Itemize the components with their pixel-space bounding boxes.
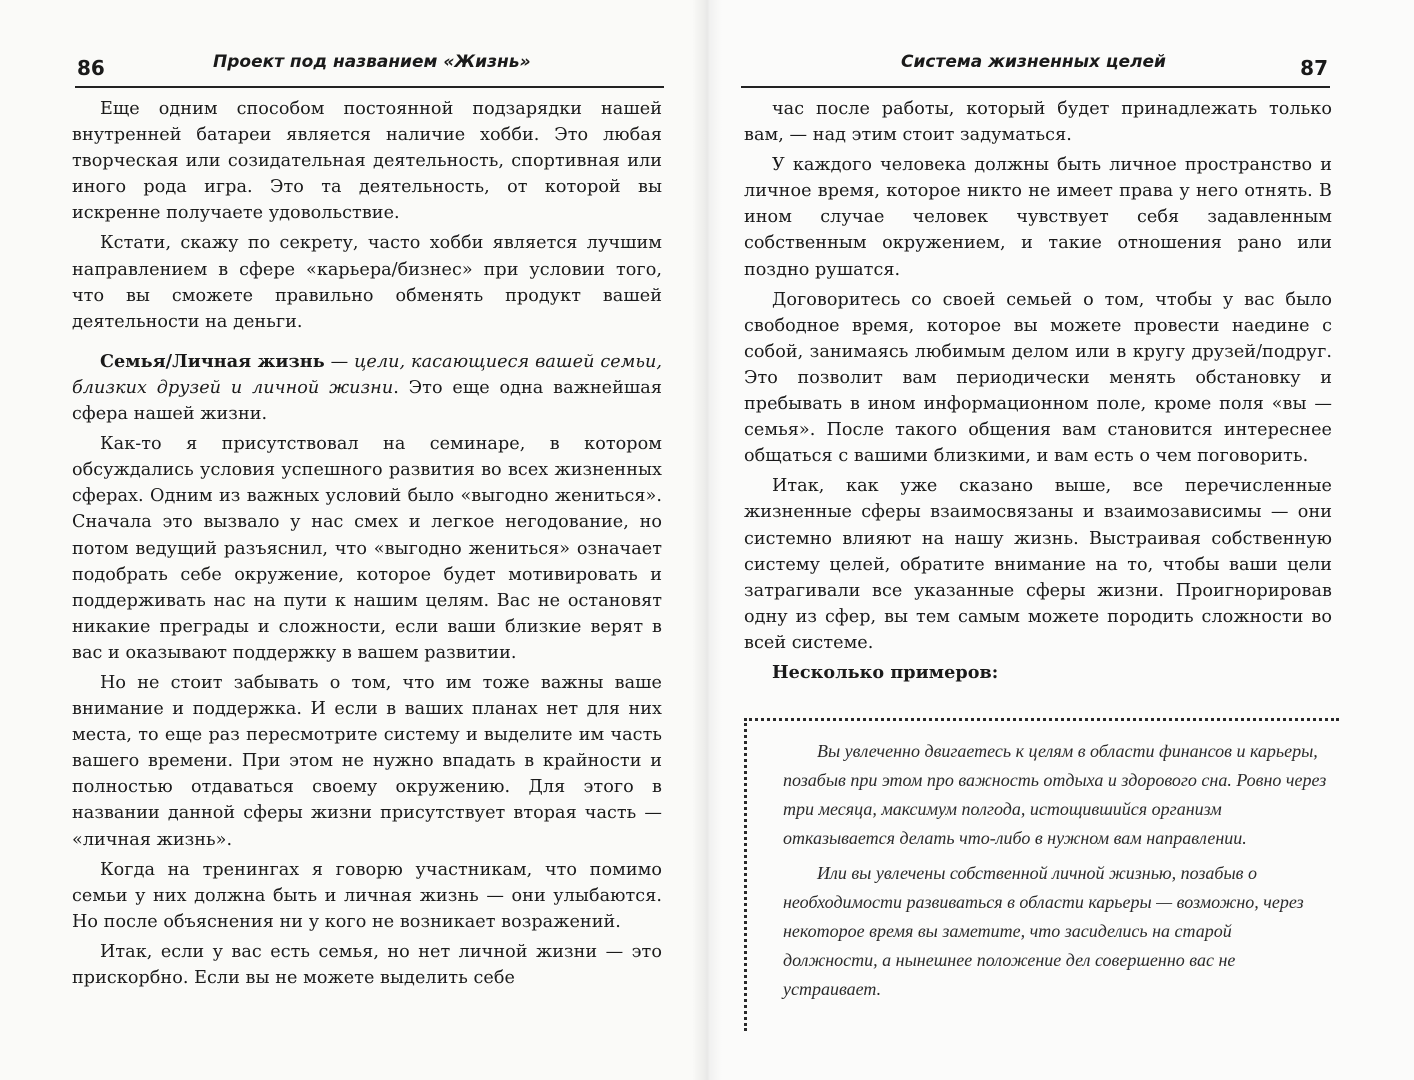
example-paragraph: Вы увлеченно двигаетесь к целям в области финансов и карьеры, позабыв при этом про важность отдыха и здорового сна. Ровно через три месяца, максимум полгода, истощившийся организм отказывается делать что-либо в нужном вам направлении. bbox=[783, 741, 1327, 848]
right-page-header bbox=[741, 46, 1330, 88]
examples-heading: Несколько примеров: bbox=[772, 661, 999, 683]
paragraph: Итак, как уже сказано выше, все перечисленные жизненные сферы взаимосвязаны и взаимозависимы — они системно влияют на нашу жизнь. Выстраивая собственную систему целей, обратите внимание на то, чтобы ваши цели затрагивали все указанные сферы жизни. Проигнорировав одну из сфер, вы тем самым можете породить сложности во всей системе. bbox=[744, 476, 1332, 653]
examples-box bbox=[744, 718, 1339, 1031]
left-page bbox=[0, 0, 706, 1080]
left-page-header bbox=[75, 46, 664, 88]
paragraph: Еще одним способом постоянной подзарядки нашей внутренней батареи является наличие хобби. Это любая творческая или созидательная деятельность, спортивная или иного рода игра. Это та деятельность, от которой вы искренне получаете удовольствие. bbox=[72, 99, 662, 224]
running-title: Проект под названием «Жизнь» bbox=[213, 52, 531, 72]
paragraph: Кстати, скажу по секрету, часто хобби является лучшим направлением в сфере «карьера/бизнес» при условии того, что вы сможете правильно обменять продукт вашей деятельности на деньги. bbox=[72, 233, 662, 332]
examples-text bbox=[783, 737, 1327, 1010]
section-paragraph-family bbox=[72, 349, 662, 427]
paragraph: Когда на тренингах я говорю участникам, что помимо семьи у них должна быть и личная жизнь — они улыбаются. Но после объяснения ни у кого не возникает возражений. bbox=[72, 859, 662, 932]
right-page bbox=[706, 0, 1414, 1080]
right-page-body bbox=[744, 96, 1332, 690]
page-number: 87 bbox=[1300, 56, 1328, 80]
section-rest: . Это еще одна важнейшая сфера нашей жизни. bbox=[72, 377, 662, 425]
paragraph: Договоритесь со своей семьей о том, чтобы у вас было свободное время, которое вы можете провести наедине с собой, занимаясь любимым делом или в кругу друзей/подруг. Это позволит вам периодически менять обстановку и пребывать в ином информационном поле, кроме поля «вы — семья». После такого общения вам становится интереснее общаться с вашими близкими, и вам есть о чем поговорить. bbox=[744, 289, 1332, 467]
paragraph: У каждого человека должны быть личное пространство и личное время, которое никто не имеет права у него отнять. В ином случае человек чувствует себя задавленным собственным окружением, и такие отношения рано или поздно рушатся. bbox=[744, 155, 1332, 280]
paragraph: Как-то я присутствовал на семинаре, в котором обсуждались условия успешного развития во всех жизненных сферах. Одним из важных условий было «выгодно жениться». Сначала это вызвало у нас смех и легкое негодование, но потом ведущий разъяснил, что «выгодно жениться» означает подобрать себе окружение, которое будет мотивировать и поддерживать нас на пути к нашим целям. Вас не остановят никакие преграды и сложности, если ваши близкие верят в вас и оказывают поддержку в вашем развитии. bbox=[72, 434, 662, 663]
page-number: 86 bbox=[77, 56, 105, 80]
example-paragraph: Или вы увлечены собственной личной жизнью, позабыв о необходимости развиваться в области карьеры — возможно, через некоторое время вы заметите, что засиделись на старой должности, а нынешнее положение дел совершенно вас не устраивает. bbox=[783, 863, 1304, 999]
paragraph: Но не стоит забывать о том, что им тоже важны ваше внимание и поддержка. И если в ваших планах нет для них места, то еще раз пересмотрите систему и выделите им часть вашего времени. При этом не нужно впадать в крайности и полностью отдаваться своему окружению. Для этого в названии данной сферы жизни присутствует вторая часть — «личная жизнь». bbox=[72, 672, 662, 850]
book-gutter-shadow bbox=[692, 0, 722, 1080]
paragraph: Итак, если у вас есть семья, но нет личной жизни — это прискорбно. Если вы не можете выделить себе bbox=[72, 941, 662, 988]
running-title: Система жизненных целей bbox=[901, 52, 1166, 72]
section-definition: цели, касающиеся вашей семьи, близких друзей и личной жизни bbox=[72, 351, 662, 398]
left-page-body bbox=[72, 96, 662, 995]
section-term: Семья/Личная жизнь bbox=[100, 350, 325, 372]
paragraph: час после работы, который будет принадлежать только вам, — над этим стоит задуматься. bbox=[744, 99, 1332, 146]
term-dash: — bbox=[324, 351, 355, 372]
